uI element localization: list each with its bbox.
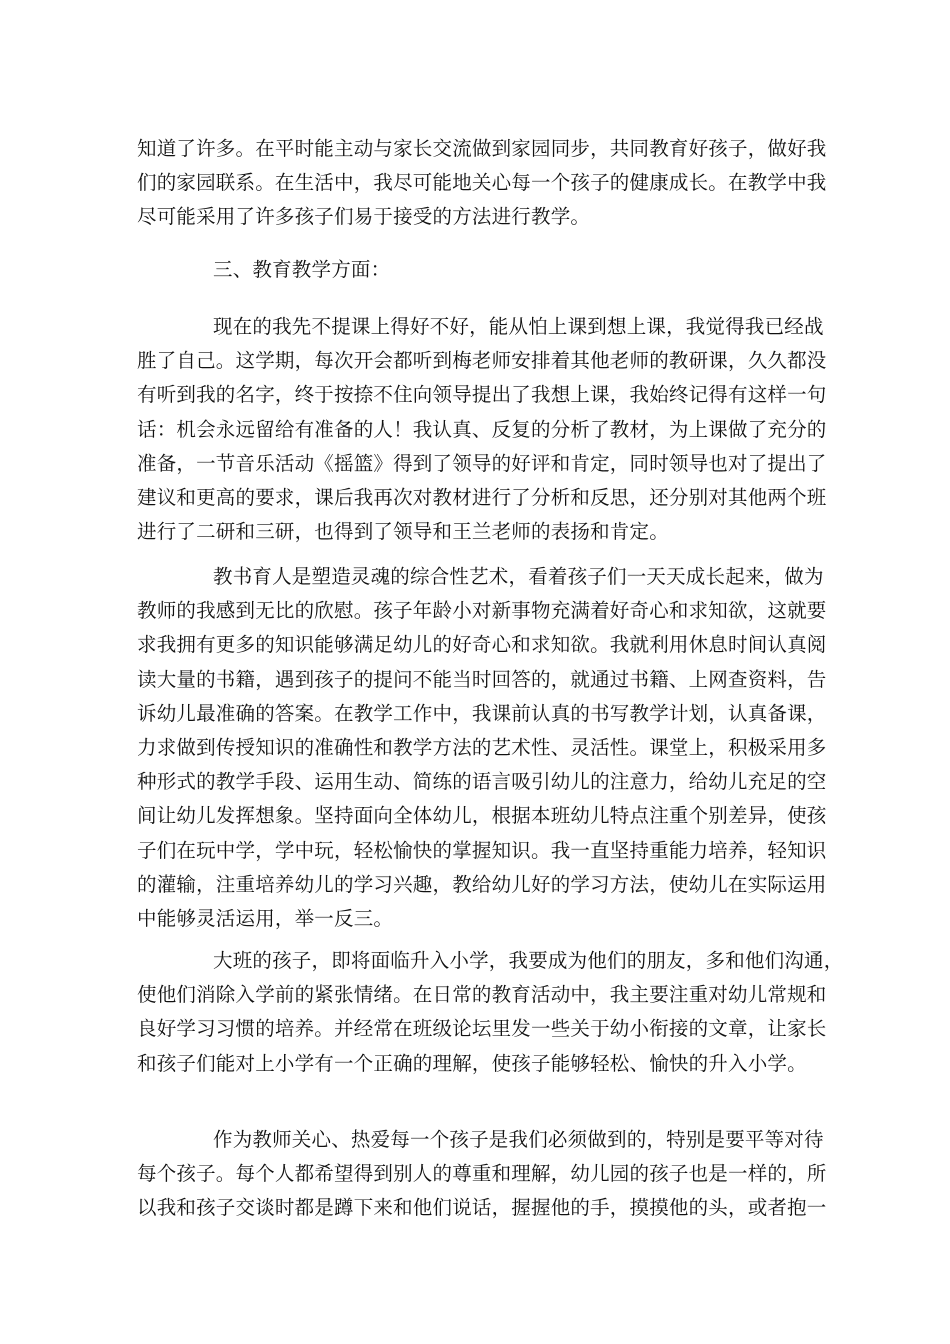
text-line: 的灌输，注重培养幼儿的学习兴趣，教给幼儿好的学习方法，使幼儿在实际运用 (137, 872, 827, 896)
text-line: 中能够灵活运用，举一反三。 (137, 906, 394, 930)
text-line: 力求做到传授知识的准确性和教学方法的艺术性、灵活性。课堂上，积极采用多 (137, 735, 827, 759)
paragraph-4 (137, 560, 827, 936)
text-line: 良好学习习惯的培养。并经常在班级论坛里发一些关于幼小衔接的文章，让家长 (137, 1017, 827, 1041)
text-line: 作为教师关心、热爱每一个孩子是我们必须做到的，特别是要平等对待 (213, 1128, 824, 1151)
text-line: 尽可能采用了许多孩子们易于接受的方法进行教学。 (137, 205, 591, 229)
text-line: 求我拥有更多的知识能够满足幼儿的好奇心和求知欲。我就利用休息时间认真阅 (137, 633, 827, 657)
text-line: 知道了许多。在平时能主动与家长交流做到家园同步，共同教育好孩子，做好我 (137, 137, 827, 160)
text-line: 以我和孩子交谈时都是蹲下来和他们说话，握握他的手，摸摸他的头，或者抱一 (137, 1196, 827, 1220)
text-line: 每个孩子。每个人都希望得到别人的尊重和理解，幼儿园的孩子也是一样的，所 (137, 1162, 827, 1186)
text-line: 和孩子们能对上小学有一个正确的理解，使孩子能够轻松、愉快的升入小学。 (137, 1051, 807, 1075)
paragraph-5 (137, 944, 844, 1081)
text-line: 诉幼儿最准确的答案。在教学工作中，我课前认真的书写教学计划，认真备课， (137, 701, 827, 725)
paragraph-1 (137, 132, 827, 235)
section-heading (137, 253, 817, 287)
text-line: 进行了二研和三研，也得到了领导和王兰老师的表扬和肯定。 (137, 520, 669, 544)
heading-line: 三、教育教学方面： (213, 258, 391, 281)
paragraph-3 (137, 310, 827, 549)
text-line: 胜了自己。这学期，每次开会都听到梅老师安排着其他老师的教研课，久久都没 (137, 349, 827, 373)
text-line: 种形式的教学手段、运用生动、简练的语言吸引幼儿的注意力，给幼儿充足的空 (137, 770, 827, 794)
text-line: 教书育人是塑造灵魂的综合性艺术，看着孩子们一天天成长起来，做为 (213, 565, 824, 588)
text-line: 间让幼儿发挥想象。坚持面向全体幼儿，根据本班幼儿特点注重个别差异，使孩 (137, 804, 827, 828)
text-line: 话：机会永远留给有准备的人！我认真、反复的分析了教材，为上课做了充分的 (137, 417, 827, 441)
text-line: 子们在玩中学，学中玩，轻松愉快的掌握知识。我一直坚持重能力培养，轻知识 (137, 838, 827, 862)
text-line: 有听到我的名字，终于按捺不住向领导提出了我想上课，我始终记得有这样一句 (137, 383, 827, 407)
text-line: 读大量的书籍，遇到孩子的提问不能当时回答的，就通过书籍、上网查资料，告 (137, 667, 827, 691)
text-line: 使他们消除入学前的紧张情绪。在日常的教育活动中，我主要注重对幼儿常规和 (137, 983, 827, 1007)
text-line: 大班的孩子，即将面临升入小学，我要成为他们的朋友，多和他们沟通， (213, 949, 844, 972)
text-line: 教师的我感到无比的欣慰。孩子年龄小对新事物充满着好奇心和求知欲，这就要 (137, 599, 827, 623)
text-line: 准备，一节音乐活动《摇篮》得到了领导的好评和肯定，同时领导也对了提出了 (137, 451, 827, 475)
text-line: 现在的我先不提课上得好不好，能从怕上课到想上课，我觉得我已经战 (213, 315, 824, 338)
text-line: 建议和更高的要求，课后我再次对教材进行了分析和反思，还分别对其他两个班 (137, 485, 827, 509)
text-line: 们的家园联系。在生活中，我尽可能地关心每一个孩子的健康成长。在教学中我 (137, 171, 827, 195)
paragraph-6 (137, 1123, 827, 1226)
